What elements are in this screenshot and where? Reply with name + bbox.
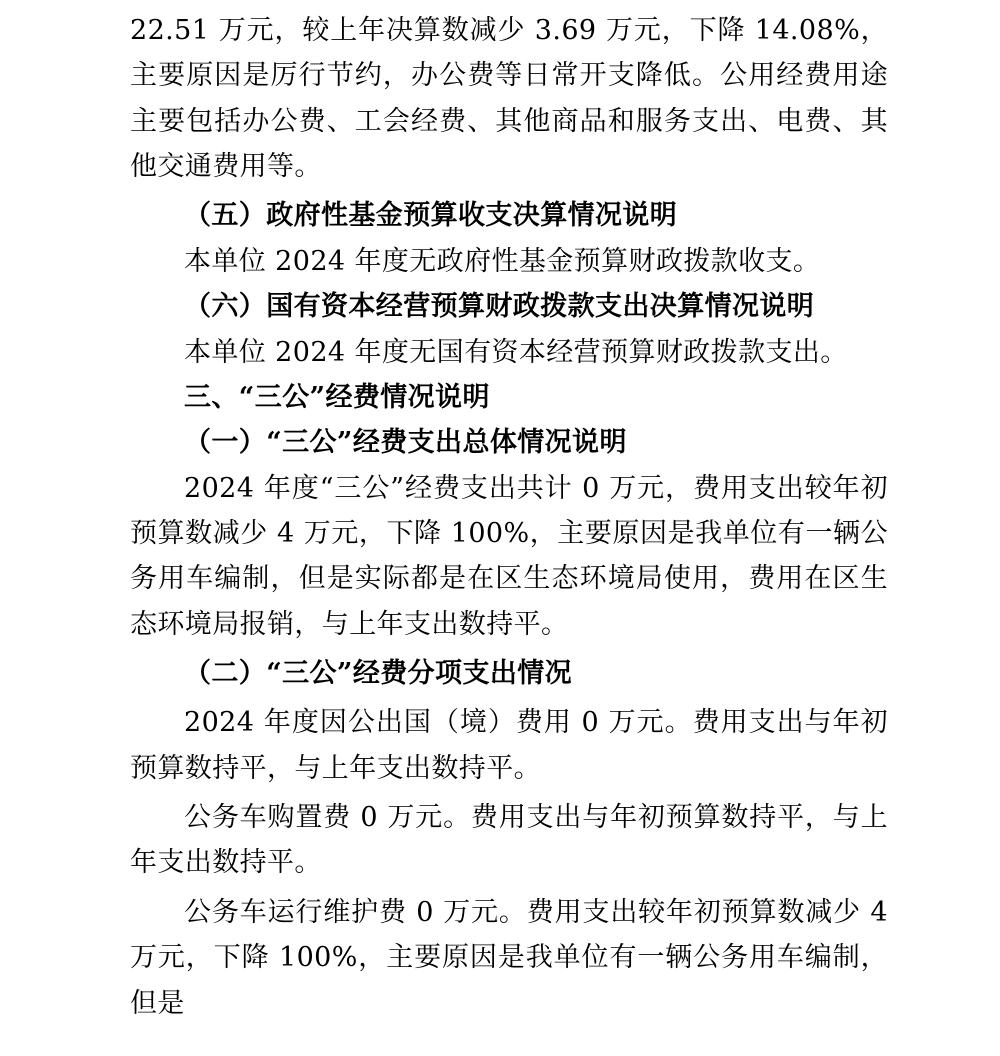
- heading-section-3-2: （二）“三公”经费分项支出情况: [184, 658, 573, 690]
- heading-section-2-5: （五）政府性基金预算收支决算情况说明: [184, 200, 678, 232]
- heading-section-3-1: （一）“三公”经费支出总体情况说明: [184, 427, 627, 459]
- document-body: [130, 8, 888, 1026]
- paragraph-3-2-vehicle-maintenance: 公务车运行维护费 0 万元。费用支出较年初预算数减少 4 万元，下降 100%，主要原因是我单位有一辆公务用车编制，但是: [130, 896, 888, 1019]
- paragraph-2-6: 本单位 2024 年度无国有资本经营预算财政拨款支出。: [184, 336, 848, 368]
- paragraph-continuation: 22.51 万元，较上年决算数减少 3.69 万元，下降 14.08%，主要原因是厉行节约，办公费等日常开支降低。公用经费用途主要包括办公费、工会经费、其他商品和服务支出、电费、其他交通费用等。: [130, 15, 888, 183]
- heading-section-2-6: （六）国有资本经营预算财政拨款支出决算情况说明: [184, 291, 815, 323]
- heading-section-3: 三、“三公”经费情况说明: [184, 381, 490, 413]
- paragraph-3-2-overseas: 2024 年度因公出国（境）费用 0 万元。费用支出与年初预算数持平，与上年支出数持平。: [130, 707, 888, 784]
- paragraph-3-2-vehicle-purchase: 公务车购置费 0 万元。费用支出与年初预算数持平，与上年支出数持平。: [130, 802, 888, 879]
- paragraph-3-1: 2024 年度“三公”经费支出共计 0 万元，费用支出较年初预算数减少 4 万元，下降 100%，主要原因是我单位有一辆公务用车编制，但是实际都是在区生态环境局使用，费用在区生态环境局报销，与上年支出数持平。: [130, 472, 888, 640]
- paragraph-2-5: 本单位 2024 年度无政府性基金预算财政拨款收支。: [184, 245, 821, 277]
